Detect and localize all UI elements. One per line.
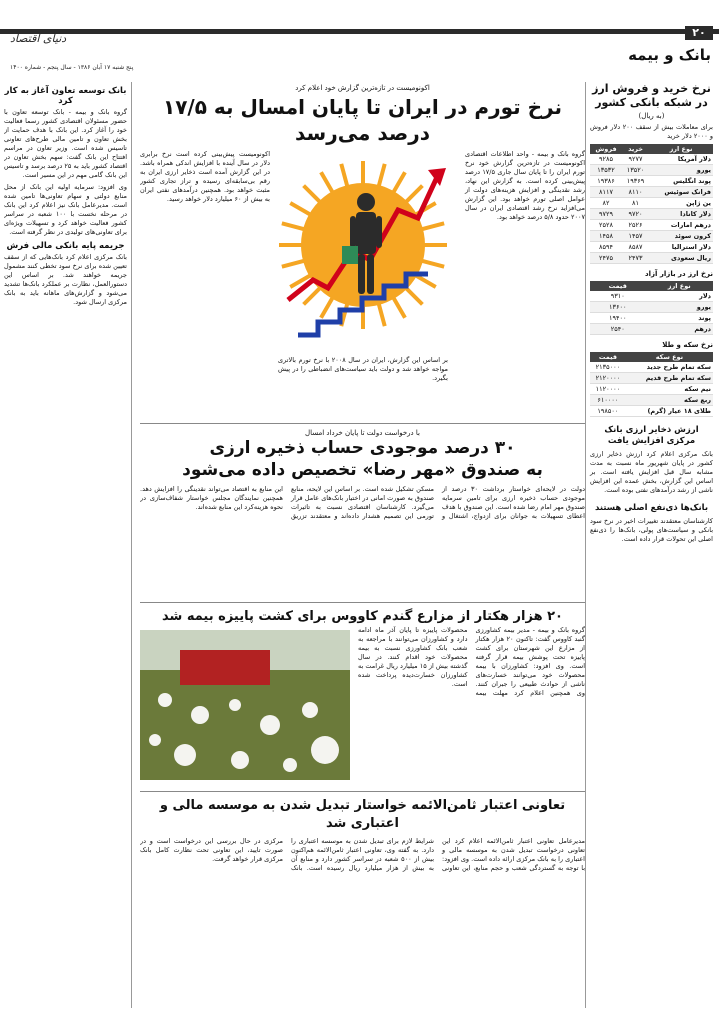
rates-col-buy: خرید bbox=[622, 144, 649, 154]
sidebar-story2-title: بانک‌ها ذی‌نفع اصلی هستند bbox=[594, 503, 709, 513]
inflation-illustration bbox=[278, 150, 448, 350]
rates-note: برای معاملات بیش از سقف ۲۰۰ دلار فروش و ۲۰۰۰ دلار خرید bbox=[590, 123, 713, 140]
rates-col-sell: فروش bbox=[590, 144, 622, 154]
rates-cell-sell: ۸۲ bbox=[590, 198, 622, 209]
sun-ray bbox=[282, 223, 305, 229]
rates-row bbox=[590, 176, 713, 187]
gold-cell-price: ۶۱۰۰۰۰ bbox=[590, 395, 626, 406]
rates-row bbox=[590, 231, 713, 242]
rates-row bbox=[590, 154, 713, 165]
rates-cell-buy: ۹۲۷۷ bbox=[622, 154, 649, 165]
gold-row bbox=[590, 395, 713, 406]
story-divider bbox=[140, 791, 585, 792]
gold-row bbox=[590, 373, 713, 384]
story3-headline: ۲۰ هزار هکتار از مزارع گندم کاووس برای کشت پاییزه بیمه شد bbox=[162, 609, 563, 624]
story1-body-bottom: بر اساس این گزارش، ایران در سال ۲۰۰۸ با نرخ تورم بالاتری مواجه خواهد شد و دولت باید سیاست‌های انضباطی را در پیش بگیرد. bbox=[278, 356, 448, 382]
page-header bbox=[0, 0, 719, 46]
rates-cell-buy: ۲۵۲۶ bbox=[622, 220, 649, 231]
sun-ray bbox=[393, 297, 405, 318]
rates-row bbox=[590, 242, 713, 253]
free-market-row bbox=[590, 313, 713, 324]
rates-title: نرخ خرید و فروش ارز در شبکه بانکی کشور bbox=[592, 82, 711, 109]
gold-col-name: نوع سکه bbox=[626, 352, 713, 362]
rates-cell-buy: ۱۴۵۷ bbox=[622, 231, 649, 242]
leftcol-body3: بانک مرکزی اعلام کرد بانک‌هایی که از سقف تعیین شده برای نرخ سود تخطی کنند مشمول جریمه خواهند شد. بر اساس این دستورالعمل، نظارت بر عملکرد بانک‌ها تشدید می‌شود و گزارش‌های ماهانه باید به بانک مرکزی ارسال شود. bbox=[4, 253, 127, 306]
leftcol-title: بانک توسعه تعاون آغاز به کار کرد bbox=[4, 86, 127, 106]
rates-row bbox=[590, 187, 713, 198]
rates-row bbox=[590, 220, 713, 231]
rates-cell-sell: ۹۷۲۹ bbox=[590, 209, 622, 220]
arrow-head bbox=[428, 168, 446, 186]
sun-ray bbox=[304, 186, 321, 203]
sun-ray bbox=[379, 164, 385, 187]
story1 bbox=[140, 150, 585, 418]
rates-cell-buy: ۱۳۵۲۰ bbox=[622, 165, 649, 176]
rates-cell-name: دلار استرالیا bbox=[649, 242, 713, 253]
currency-sidebar bbox=[585, 82, 713, 1008]
sun-ray bbox=[405, 186, 422, 203]
cotton-field-photo bbox=[140, 630, 350, 780]
gold-row bbox=[590, 384, 713, 395]
rates-cell-name: فرانک سوئیس bbox=[649, 187, 713, 198]
sun-ray bbox=[304, 287, 321, 304]
rates-cell-sell: ۸۱۱۷ bbox=[590, 187, 622, 198]
rates-cell-sell: ۲۴۷۵ bbox=[590, 253, 622, 264]
free-market-cell-name: پوند bbox=[646, 313, 713, 324]
gold-cell-price: ۱۱۲۰۰۰۰ bbox=[590, 384, 626, 395]
main-column bbox=[140, 82, 585, 1008]
story-divider bbox=[140, 423, 585, 424]
sun-ray bbox=[421, 223, 444, 229]
rates-cell-sell: ۹۲۸۵ bbox=[590, 154, 622, 165]
story2-kicker: با درخواست دولت تا پایان خرداد امسال bbox=[305, 429, 420, 437]
rates-cell-buy: ۹۷۲۰ bbox=[622, 209, 649, 220]
rates-row bbox=[590, 209, 713, 220]
gold-table bbox=[590, 352, 713, 417]
story-divider bbox=[140, 602, 585, 603]
story2-headline-line2: به صندوق «مهر رضا» تخصیص داده می‌شود bbox=[182, 460, 543, 480]
gold-cell-name: ربع سکه bbox=[626, 395, 713, 406]
free-market-row bbox=[590, 291, 713, 302]
rates-cell-sell: ۲۵۲۸ bbox=[590, 220, 622, 231]
gold-col-price: قیمت bbox=[590, 352, 626, 362]
section-title: بانک و بیمه bbox=[628, 46, 711, 64]
story2-body: دولت در لایحه‌ای خواستار برداشت ۳۰ درصد از موجودی حساب ذخیره ارزی برای تامین سرمایه صندوق مهر امام رضا شده است. این صندوق با هدف اعطای تسهیلات به جوانان برای ازدواج، اشتغال و مسکن تشکیل شده است. بر اساس این لایحه، منابع صندوق به صورت امانی در اختیار بانک‌های عامل قرار می‌گیرد. کارشناسان اقتصادی نسبت به تاثیرات تورمی این تصمیم هشدار داده‌اند و معتقدند تزریق این منابع به اقتصاد می‌تواند نقدینگی را افزایش دهد. همچنین نمایندگان مجلس خواستار شفاف‌سازی در نحوه هزینه‌کرد این منابع شده‌اند. bbox=[140, 485, 585, 520]
leftcol-body2: وی افزود: سرمایه اولیه این بانک از محل منابع دولتی و سهام تعاونی‌ها تامین شده است. مدیرعامل بانک نیز اعلام کرد این بانک در مرحله نخست با ۱۰۰ شعبه در سراسر کشور فعالیت خواهد کرد و تسهیلات ویژه‌ای برای تعاونی‌های تولیدی در نظر گرفته است. bbox=[4, 183, 127, 236]
free-col-price: قیمت bbox=[590, 281, 646, 291]
rates-cell-name: ین ژاپن bbox=[649, 198, 713, 209]
free-market-cell-price: ۱۹۴۰۰ bbox=[590, 313, 646, 324]
sidebar-story-title: ارزش ذخایر ارزی بانک مرکزی افزایش یافت bbox=[604, 425, 699, 446]
rates-cell-name: دلار آمریکا bbox=[649, 154, 713, 165]
sun-ray bbox=[393, 172, 405, 193]
left-column bbox=[4, 82, 132, 1008]
gold-cell-name: سکه تمام طرح قدیم bbox=[626, 373, 713, 384]
rates-cell-buy: ۸۱ bbox=[622, 198, 649, 209]
header-rule bbox=[0, 29, 719, 34]
rates-row bbox=[590, 165, 713, 176]
free-market-row bbox=[590, 324, 713, 335]
rates-cell-name: کرون سوئد bbox=[649, 231, 713, 242]
gold-cell-price: ۲۱۲۰۰۰۰ bbox=[590, 373, 626, 384]
rates-table bbox=[590, 144, 713, 264]
gold-caption: نرخ سکه و طلا bbox=[662, 341, 713, 349]
free-market-row bbox=[590, 302, 713, 313]
sidebar-story-body: بانک مرکزی اعلام کرد ارزش ذخایر ارزی کشور در پایان شهریور ماه نسبت به مدت مشابه سال قبل افزایش یافته است. بر اساس این گزارش، بخش عمده این افزایش ناشی از رشد درآمدهای نفتی بوده است. bbox=[590, 450, 713, 494]
gold-cell-name: طلای ۱۸ عیار (گرم) bbox=[626, 406, 713, 417]
gold-cell-name: سکه تمام طرح جدید bbox=[626, 362, 713, 373]
free-market-cell-name: درهم bbox=[646, 324, 713, 335]
gold-cell-price: ۲۱۳۵۰۰۰ bbox=[590, 362, 626, 373]
sidebar-story bbox=[590, 425, 713, 544]
rates-row bbox=[590, 198, 713, 209]
rates-cell-name: پوند انگلیس bbox=[649, 176, 713, 187]
story1-headline: نرخ تورم در ایران تا پایان امسال به ۱۷/۵ درصد می‌رسد bbox=[163, 95, 562, 145]
story3 bbox=[140, 626, 585, 786]
rates-cell-sell: ۸۵۹۴ bbox=[590, 242, 622, 253]
story4-body: مدیرعامل تعاونی اعتبار ثامن‌الائمه اعلام کرد این تعاونی درخواست تبدیل شدن به موسسه مالی و اعتباری را به بانک مرکزی ارائه داده است. وی افزود: با توجه به گستردگی شعب و حجم منابع، این تعاونی شرایط لازم برای تبدیل شدن به موسسه اعتباری را دارد. به گفته وی، تعاونی اعتبار ثامن‌الائمه هم‌اکنون بیش از ۵۰۰ شعبه در سراسر کشور دارد و منابع آن به بیش از هزار میلیارد ریال رسیده است. بانک مرکزی در حال بررسی این درخواست است و در صورت تایید، این تعاونی تحت نظارت کامل بانک مرکزی قرار خواهد گرفت. bbox=[140, 837, 585, 872]
sun-ray bbox=[290, 203, 311, 215]
rates-cell-name: یورو bbox=[649, 165, 713, 176]
page-number: ۲۰ bbox=[685, 26, 713, 40]
rates-cell-buy: ۸۵۸۷ bbox=[622, 242, 649, 253]
money-bag-icon bbox=[342, 246, 358, 264]
story3-body: گروه بانک و بیمه - مدیر بیمه کشاورزی گنبد کاووس گفت: تاکنون ۲۰ هزار هکتار از مزارع این شهرستان برای کشت پاییزه تحت پوشش بیمه قرار گرفته است. وی افزود: کشاورزان با بیمه محصولات خود می‌توانند خسارت‌های ناشی از حوادث طبیعی را جبران کنند. وی همچنین اعلام کرد مهلت بیمه محصولات پاییزه تا پایان آذر ماه ادامه دارد و کشاورزان می‌توانند با مراجعه به شعب بانک کشاورزی نسبت به بیمه محصولات خود اقدام کنند. در سال گذشته بیش از ۱۵ میلیارد ریال غرامت به کشاورزان خسارت‌دیده پرداخت شده است. bbox=[358, 626, 585, 697]
story2-headline-line1: ۳۰ درصد موجودی حساب ذخیره ارزی bbox=[209, 438, 516, 458]
gold-row bbox=[590, 362, 713, 373]
gold-row bbox=[590, 406, 713, 417]
gold-cell-name: نیم سکه bbox=[626, 384, 713, 395]
rates-col-name: نوع ارز bbox=[649, 144, 713, 154]
free-market-caption: نرخ ارز در بازار آزاد bbox=[645, 270, 713, 278]
story1-kicker: اکونومیست در تازه‌ترین گزارش خود اعلام کرد bbox=[295, 84, 430, 92]
sun-ray bbox=[415, 275, 436, 287]
free-market-cell-name: یورو bbox=[646, 302, 713, 313]
sun-ray bbox=[421, 261, 444, 267]
sidebar-story2-body: کارشناسان معتقدند تغییرات اخیر در نرخ سود بانکی و سیاست‌های پولی، بانک‌ها را ذی‌نفع اصلی این تحولات قرار داده است. bbox=[590, 517, 713, 543]
story4-headline: تعاونی اعتبار ثامن‌الائمه خواستار تبدیل شدن به موسسه مالی و اعتباری شد bbox=[159, 798, 566, 831]
free-market-cell-price: ۹۳۱۰ bbox=[590, 291, 646, 302]
sun-ray bbox=[321, 172, 333, 193]
rates-cell-sell: ۱۳۵۳۲ bbox=[590, 165, 622, 176]
rates-cell-sell: ۱۴۵۸ bbox=[590, 231, 622, 242]
rates-cell-buy: ۲۴۷۳ bbox=[622, 253, 649, 264]
story1-body-left: اکونومیست پیش‌بینی کرده است نرخ برابری دلار در سال آینده با افزایش اندکی همراه باشد. در این گزارش آمده است ذخایر ارزی ایران به رقم بی‌سابقه‌ای رسیده و تراز تجاری کشور مثبت خواهد بود. همچنین درآمدهای نفتی ایران به بیش از ۶۰ میلیارد دلار خواهد رسید. bbox=[140, 150, 270, 203]
rates-cell-name: دلار کانادا bbox=[649, 209, 713, 220]
rates-subtitle: (به ریال) bbox=[638, 112, 665, 120]
rates-cell-name: ریال سعودی bbox=[649, 253, 713, 264]
leftcol-body1: گروه بانک و بیمه - بانک توسعه تعاون با حضور مسئولان اقتصادی کشور رسما فعالیت خود را آغاز کرد. این بانک با هدف حمایت از بخش تعاون و تامین مالی طرح‌های تعاونی تاسیس شده است. وزیر تعاون در مراسم افتتاح این بانک گفت: سهم بخش تعاون در اقتصاد کشور باید به ۲۵ درصد برسد و تاسیس این بانک گامی مهم در این مسیر است. bbox=[4, 108, 127, 179]
free-col-name: نوع ارز bbox=[646, 281, 713, 291]
rates-cell-name: درهم امارات bbox=[649, 220, 713, 231]
newspaper-logo: دنیای اقتصاد bbox=[10, 32, 67, 45]
leftcol-title2: جریمه پایه بانکی مالی فرش bbox=[6, 241, 125, 251]
rates-cell-buy: ۸۱۱۰ bbox=[622, 187, 649, 198]
sun-ray bbox=[341, 164, 347, 187]
free-market-table bbox=[590, 281, 713, 335]
rates-row bbox=[590, 253, 713, 264]
publication-line: پنج شنبه ۱۷ آبان ۱۳۸۶ - سال پنجم - شماره ۱۴۰۰ bbox=[10, 64, 134, 71]
free-market-cell-price: ۲۵۴۰ bbox=[590, 324, 646, 335]
free-market-cell-price: ۱۳۶۰۰ bbox=[590, 302, 646, 313]
sun-ray bbox=[321, 297, 333, 318]
free-market-cell-name: دلار bbox=[646, 291, 713, 302]
sun-ray bbox=[282, 261, 305, 267]
sun-ray bbox=[405, 287, 422, 304]
sun-ray bbox=[379, 303, 385, 326]
story1-body-right: گروه بانک و بیمه - واحد اطلاعات اقتصادی اکونومیست در تازه‌ترین گزارش خود نرخ تورم ایران را تا پایان سال جاری ۱۷/۵ درصد پیش‌بینی کرده است. به گزارش این نهاد، رشد نقدینگی و افزایش هزینه‌های دولت از عوامل اصلی تورم خواهد بود. این گزارش می‌افزاید نرخ رشد اقتصادی ایران در سال ۲۰۰۷ حدود ۵/۸ درصد خواهد بود. bbox=[465, 150, 585, 221]
rates-cell-sell: ۱۹۳۸۶ bbox=[590, 176, 622, 187]
rates-cell-buy: ۱۹۳۶۹ bbox=[622, 176, 649, 187]
gold-cell-price: ۱۹۸۵۰۰ bbox=[590, 406, 626, 417]
